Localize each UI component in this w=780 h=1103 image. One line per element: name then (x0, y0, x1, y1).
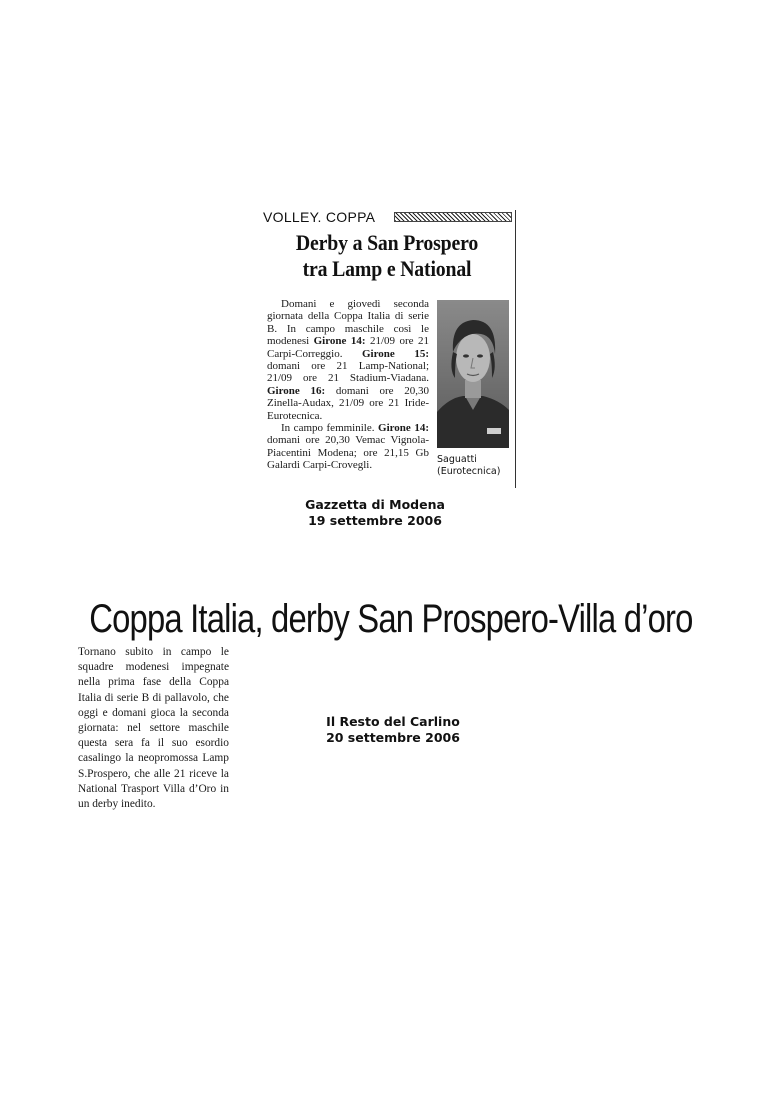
paragraph: Tornano subito in campo le squadre modenesi impegnate nella prima fase della Coppa Italia di serie B di pallavolo, che oggi e domani gioca la seconda giornata: nel settore maschile questa sera fa il suo esordio casalingo la neopromossa Lamp S.Prospero, che alle 21 riceve la National Trasport Villa d’Oro in un derby inedito. (78, 646, 229, 811)
hatched-rule (394, 212, 512, 222)
photo-caption (437, 454, 500, 478)
source-gazzetta (290, 497, 460, 529)
caption-team: (Eurotecnica) (437, 466, 501, 477)
section-header (263, 209, 375, 225)
text-run: domani ore 20,30 Vemac Vignola-Piacentini Modena; ore 21,15 Gb Galardi Carpi-Crovegli. (267, 434, 429, 472)
section-label: VOLLEY. COPPA (263, 209, 376, 225)
text-run: Domani e giovedì seconda giornata della Coppa Italia di serie B. In campo maschile così le modenesi (267, 298, 429, 348)
paragraph-male (267, 298, 429, 422)
player-photo (437, 300, 509, 448)
text-run: In campo femminile. (281, 422, 379, 435)
bold-run: Girone 15: (362, 347, 429, 360)
vertical-rule (515, 210, 516, 488)
caption-name: Saguatti (437, 454, 477, 465)
headline (272, 230, 502, 282)
source-publication: Il Resto del Carlino (326, 714, 460, 729)
bold-run: Girone 16: (267, 384, 326, 397)
article-body-carlino (78, 645, 229, 812)
bold-run: Girone 14: (313, 335, 366, 348)
text-run: 21/09 ore 21 Carpi-Correggio. (267, 335, 429, 360)
source-carlino (318, 714, 468, 746)
headline-carlino: Coppa Italia, derby San Prospero-Villa d’oro (89, 597, 693, 641)
headline-line-1: Derby a San Prospero (295, 230, 479, 255)
headline-line-2: tra Lamp e National (302, 256, 472, 281)
source-date: 19 settembre 2006 (308, 513, 442, 528)
paragraph-female (267, 422, 429, 472)
text-run: domani ore 20,30 Zinella-Audax, 21/09 ore 21 Iride-Eurotecnica. (267, 384, 429, 422)
bold-run: Girone 14: (378, 422, 429, 435)
text-run: domani ore 21 Lamp-National; 21/09 ore 21 Stadium-Viadana. (267, 360, 429, 385)
clipping-gazzetta (259, 206, 521, 489)
source-publication: Gazzetta di Modena (305, 497, 445, 512)
article-body (267, 298, 429, 472)
player-portrait-image (437, 300, 509, 448)
source-date: 20 settembre 2006 (326, 730, 460, 745)
